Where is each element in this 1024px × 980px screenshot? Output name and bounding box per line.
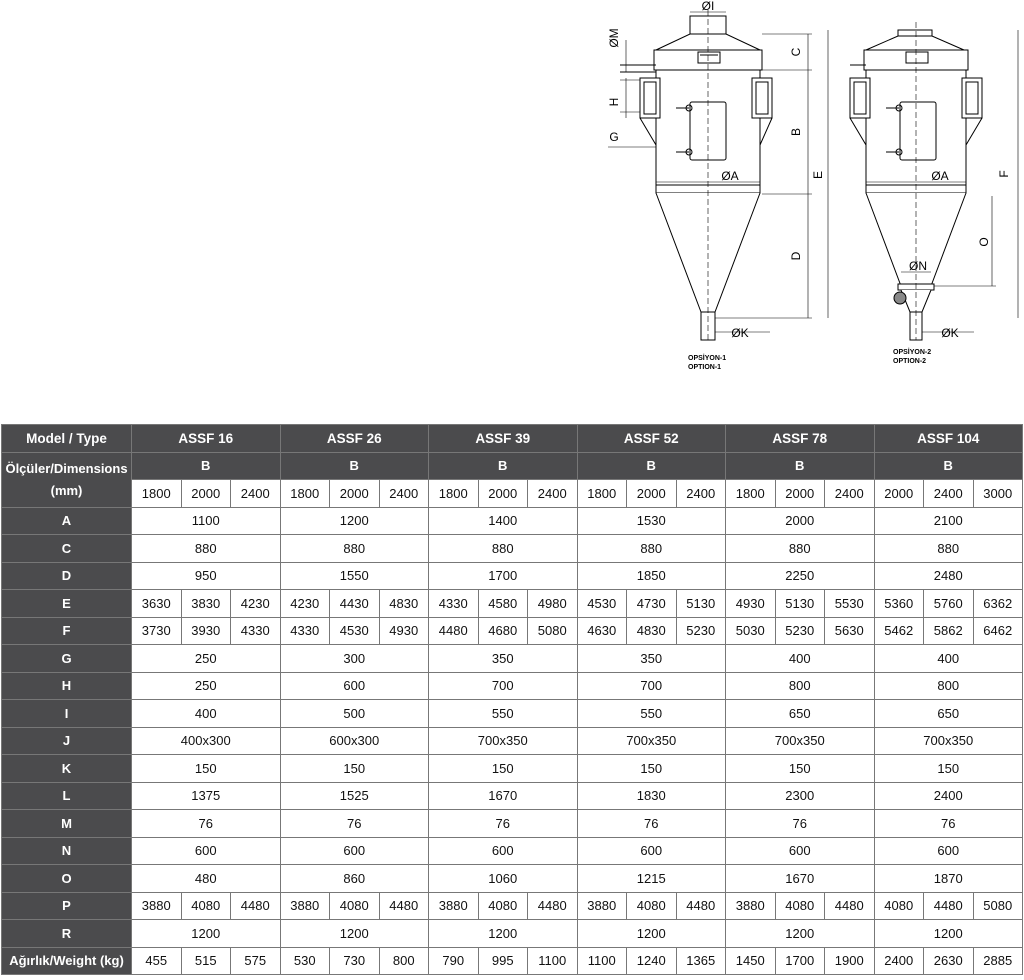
cell-value: 150 (132, 755, 281, 783)
b-subheader: B (280, 452, 429, 480)
cell-value: 3880 (132, 892, 182, 920)
cell-value: 1200 (280, 507, 429, 535)
table-row (2, 892, 1023, 920)
table-row (2, 507, 1023, 535)
row-label: L (2, 782, 132, 810)
header-model-type: Model / Type (2, 425, 132, 453)
row-label: F (2, 617, 132, 645)
cell-value: 1200 (577, 920, 726, 948)
cell-value: 4630 (577, 617, 627, 645)
b-value: 2000 (627, 480, 677, 508)
cell-value: 650 (874, 700, 1023, 728)
cell-value: 880 (874, 535, 1023, 563)
cell-value: 6362 (973, 590, 1023, 618)
cell-value: 2250 (726, 562, 875, 590)
cell-value: 2100 (874, 507, 1023, 535)
cell-value: 3730 (132, 617, 182, 645)
cell-value: 4480 (924, 892, 974, 920)
cell-value: 1100 (528, 947, 578, 975)
cell-value: 1365 (676, 947, 726, 975)
cell-value: 1240 (627, 947, 677, 975)
b-value: 2000 (775, 480, 825, 508)
b-value: 3000 (973, 480, 1023, 508)
cell-value: 76 (577, 810, 726, 838)
cell-value: 400 (726, 645, 875, 673)
cell-value: 600 (429, 837, 578, 865)
cell-value: 1200 (280, 920, 429, 948)
table-row (2, 700, 1023, 728)
cell-value: 5462 (874, 617, 924, 645)
cell-value: 4330 (280, 617, 330, 645)
cell-value: 1200 (132, 920, 281, 948)
table-row (2, 535, 1023, 563)
label-o: O (977, 237, 991, 247)
b-value: 2400 (528, 480, 578, 508)
cell-value: 600 (132, 837, 281, 865)
cell-value: 1200 (429, 920, 578, 948)
cell-value: 6462 (973, 617, 1023, 645)
cell-value: 5230 (775, 617, 825, 645)
option-2-caption-en: OPTION-2 (893, 358, 927, 365)
cell-value: 515 (181, 947, 231, 975)
cell-value: 2300 (726, 782, 875, 810)
table-row (2, 617, 1023, 645)
label-e: E (811, 170, 825, 180)
cell-value: 1830 (577, 782, 726, 810)
cell-value: 700x350 (429, 727, 578, 755)
row-label: K (2, 755, 132, 783)
cell-value: 3930 (181, 617, 231, 645)
cell-value: 350 (577, 645, 726, 673)
label-b: B (789, 127, 803, 137)
cell-value: 400x300 (132, 727, 281, 755)
label-n: ØN (909, 259, 927, 273)
table-row (2, 947, 1023, 975)
label-g: G (609, 130, 619, 144)
model-name: ASSF 26 (280, 425, 429, 453)
cell-value: 3630 (132, 590, 182, 618)
row-label: R (2, 920, 132, 948)
label-k-1: ØK (731, 326, 749, 340)
cell-value: 1100 (132, 507, 281, 535)
cell-value: 700 (577, 672, 726, 700)
cell-value: 4230 (231, 590, 281, 618)
cell-value: 5080 (528, 617, 578, 645)
b-subheader: B (874, 452, 1023, 480)
row-label: J (2, 727, 132, 755)
cell-value: 76 (874, 810, 1023, 838)
cell-value: 1900 (825, 947, 875, 975)
cell-value: 4080 (330, 892, 380, 920)
table-row (2, 810, 1023, 838)
table-row (2, 755, 1023, 783)
cell-value: 700 (429, 672, 578, 700)
cell-value: 4480 (528, 892, 578, 920)
cell-value: 76 (429, 810, 578, 838)
b-value: 2000 (478, 480, 528, 508)
cell-value: 150 (726, 755, 875, 783)
b-value: 2400 (379, 480, 429, 508)
cell-value: 4080 (874, 892, 924, 920)
label-c: C (789, 47, 803, 57)
label-i: ØI (701, 0, 715, 13)
cell-value: 480 (132, 865, 281, 893)
cell-value: 1670 (726, 865, 875, 893)
cell-value: 880 (726, 535, 875, 563)
cell-value: 1200 (874, 920, 1023, 948)
row-label: O (2, 865, 132, 893)
cell-value: 4580 (478, 590, 528, 618)
b-value: 1800 (132, 480, 182, 508)
cell-value: 4480 (379, 892, 429, 920)
b-value: 2400 (231, 480, 281, 508)
row-label: P (2, 892, 132, 920)
table-row (2, 645, 1023, 673)
cell-value: 880 (577, 535, 726, 563)
model-name: ASSF 52 (577, 425, 726, 453)
cell-value: 800 (379, 947, 429, 975)
cell-value: 500 (280, 700, 429, 728)
label-a-1: ØA (721, 169, 739, 183)
row-label: C (2, 535, 132, 563)
b-value: 2400 (924, 480, 974, 508)
model-name: ASSF 78 (726, 425, 875, 453)
cell-value: 1870 (874, 865, 1023, 893)
row-label: G (2, 645, 132, 673)
cell-value: 4830 (627, 617, 677, 645)
cell-value: 3880 (577, 892, 627, 920)
cell-value: 2480 (874, 562, 1023, 590)
row-label: E (2, 590, 132, 618)
cell-value: 2630 (924, 947, 974, 975)
b-value: 1800 (726, 480, 776, 508)
cell-value: 4930 (726, 590, 776, 618)
cell-value: 4830 (379, 590, 429, 618)
cell-value: 4480 (429, 617, 479, 645)
model-name: ASSF 104 (874, 425, 1023, 453)
cell-value: 600 (577, 837, 726, 865)
table-row (2, 782, 1023, 810)
b-subheader: B (726, 452, 875, 480)
cell-value: 730 (330, 947, 380, 975)
cell-value: 4080 (627, 892, 677, 920)
cell-value: 3880 (429, 892, 479, 920)
model-name: ASSF 39 (429, 425, 578, 453)
cell-value: 3830 (181, 590, 231, 618)
cell-value: 1700 (775, 947, 825, 975)
row-label: Ağırlık/Weight (kg) (2, 947, 132, 975)
model-name: ASSF 16 (132, 425, 281, 453)
cell-value: 860 (280, 865, 429, 893)
cell-value: 4230 (280, 590, 330, 618)
cell-value: 400 (874, 645, 1023, 673)
dimensions-label (2, 452, 132, 507)
table-row (2, 920, 1023, 948)
cell-value: 880 (280, 535, 429, 563)
cell-value: 5630 (825, 617, 875, 645)
label-a-2: ØA (931, 169, 949, 183)
cell-value: 150 (577, 755, 726, 783)
cell-value: 4530 (577, 590, 627, 618)
table-row (2, 425, 1023, 453)
cell-value: 4930 (379, 617, 429, 645)
cell-value: 600 (280, 672, 429, 700)
cell-value: 995 (478, 947, 528, 975)
cell-value: 4730 (627, 590, 677, 618)
option-2-caption-tr: OPSİYON-2 (893, 349, 932, 356)
cell-value: 700x350 (874, 727, 1023, 755)
cell-value: 600 (726, 837, 875, 865)
cell-value: 1450 (726, 947, 776, 975)
cell-value: 4980 (528, 590, 578, 618)
cell-value: 5230 (676, 617, 726, 645)
cell-value: 600 (280, 837, 429, 865)
cell-value: 700x350 (577, 727, 726, 755)
cell-value: 4530 (330, 617, 380, 645)
cell-value: 3880 (280, 892, 330, 920)
cell-value: 5130 (775, 590, 825, 618)
b-value: 1800 (429, 480, 479, 508)
option-1-caption-tr: OPSİYON-1 (688, 355, 727, 362)
label-h: H (607, 97, 621, 107)
cyclone-option-1 (608, 10, 828, 340)
cell-value: 950 (132, 562, 281, 590)
b-value: 2000 (874, 480, 924, 508)
cell-value: 1670 (429, 782, 578, 810)
table-row (2, 480, 1023, 508)
cell-value: 300 (280, 645, 429, 673)
b-value: 2400 (825, 480, 875, 508)
cell-value: 4480 (825, 892, 875, 920)
b-value: 1800 (577, 480, 627, 508)
cell-value: 575 (231, 947, 281, 975)
cell-value: 5030 (726, 617, 776, 645)
cell-value: 1700 (429, 562, 578, 590)
cell-value: 530 (280, 947, 330, 975)
cell-value: 400 (132, 700, 281, 728)
row-label: D (2, 562, 132, 590)
cell-value: 600x300 (280, 727, 429, 755)
cell-value: 1215 (577, 865, 726, 893)
table-row (2, 865, 1023, 893)
cell-value: 4080 (478, 892, 528, 920)
cell-value: 150 (429, 755, 578, 783)
b-value: 2400 (676, 480, 726, 508)
b-value: 2000 (181, 480, 231, 508)
label-f: F (997, 170, 1011, 178)
cell-value: 550 (577, 700, 726, 728)
cell-value: 76 (280, 810, 429, 838)
cell-value: 1850 (577, 562, 726, 590)
cell-value: 4330 (231, 617, 281, 645)
technical-drawing (0, 0, 1024, 420)
cell-value: 4080 (181, 892, 231, 920)
cell-value: 4080 (775, 892, 825, 920)
cell-value: 880 (132, 535, 281, 563)
dimensions-table (1, 424, 1023, 975)
b-subheader: B (429, 452, 578, 480)
cell-value: 5080 (973, 892, 1023, 920)
cell-value: 4480 (676, 892, 726, 920)
row-label: H (2, 672, 132, 700)
cell-value: 600 (874, 837, 1023, 865)
dimensions-label-line: (mm) (50, 482, 83, 498)
table-row (2, 837, 1023, 865)
row-label: A (2, 507, 132, 535)
b-value: 2000 (330, 480, 380, 508)
b-subheader: B (577, 452, 726, 480)
cell-value: 1400 (429, 507, 578, 535)
cell-value: 3880 (726, 892, 776, 920)
cell-value: 5862 (924, 617, 974, 645)
cell-value: 4680 (478, 617, 528, 645)
cell-value: 250 (132, 672, 281, 700)
row-label: I (2, 700, 132, 728)
cell-value: 700x350 (726, 727, 875, 755)
cell-value: 5530 (825, 590, 875, 618)
cell-value: 76 (132, 810, 281, 838)
cell-value: 250 (132, 645, 281, 673)
cell-value: 5760 (924, 590, 974, 618)
table-row (2, 727, 1023, 755)
cell-value: 1060 (429, 865, 578, 893)
cell-value: 350 (429, 645, 578, 673)
cell-value: 4430 (330, 590, 380, 618)
cell-value: 150 (280, 755, 429, 783)
cell-value: 150 (874, 755, 1023, 783)
b-subheader: B (132, 452, 281, 480)
cell-value: 1530 (577, 507, 726, 535)
cell-value: 2400 (874, 782, 1023, 810)
cell-value: 2400 (874, 947, 924, 975)
option-1-caption-en: OPTION-1 (688, 364, 722, 371)
cell-value: 550 (429, 700, 578, 728)
cell-value: 1100 (577, 947, 627, 975)
cell-value: 2885 (973, 947, 1023, 975)
cell-value: 5130 (676, 590, 726, 618)
row-label: N (2, 837, 132, 865)
cell-value: 1200 (726, 920, 875, 948)
row-label: M (2, 810, 132, 838)
cell-value: 4330 (429, 590, 479, 618)
cell-value: 800 (726, 672, 875, 700)
cell-value: 2000 (726, 507, 875, 535)
label-k-2: ØK (941, 326, 959, 340)
cell-value: 880 (429, 535, 578, 563)
label-d: D (789, 251, 803, 261)
table-row (2, 672, 1023, 700)
b-value: 1800 (280, 480, 330, 508)
cell-value: 790 (429, 947, 479, 975)
cell-value: 76 (726, 810, 875, 838)
cell-value: 455 (132, 947, 182, 975)
cell-value: 5360 (874, 590, 924, 618)
dimensions-label-line: Ölçüler/Dimensions (5, 460, 128, 476)
cell-value: 4480 (231, 892, 281, 920)
cell-value: 1550 (280, 562, 429, 590)
cell-value: 800 (874, 672, 1023, 700)
table-row (2, 452, 1023, 480)
table-row (2, 562, 1023, 590)
table-row (2, 590, 1023, 618)
label-m: ØM (607, 28, 621, 48)
cell-value: 1375 (132, 782, 281, 810)
cell-value: 650 (726, 700, 875, 728)
cell-value: 1525 (280, 782, 429, 810)
